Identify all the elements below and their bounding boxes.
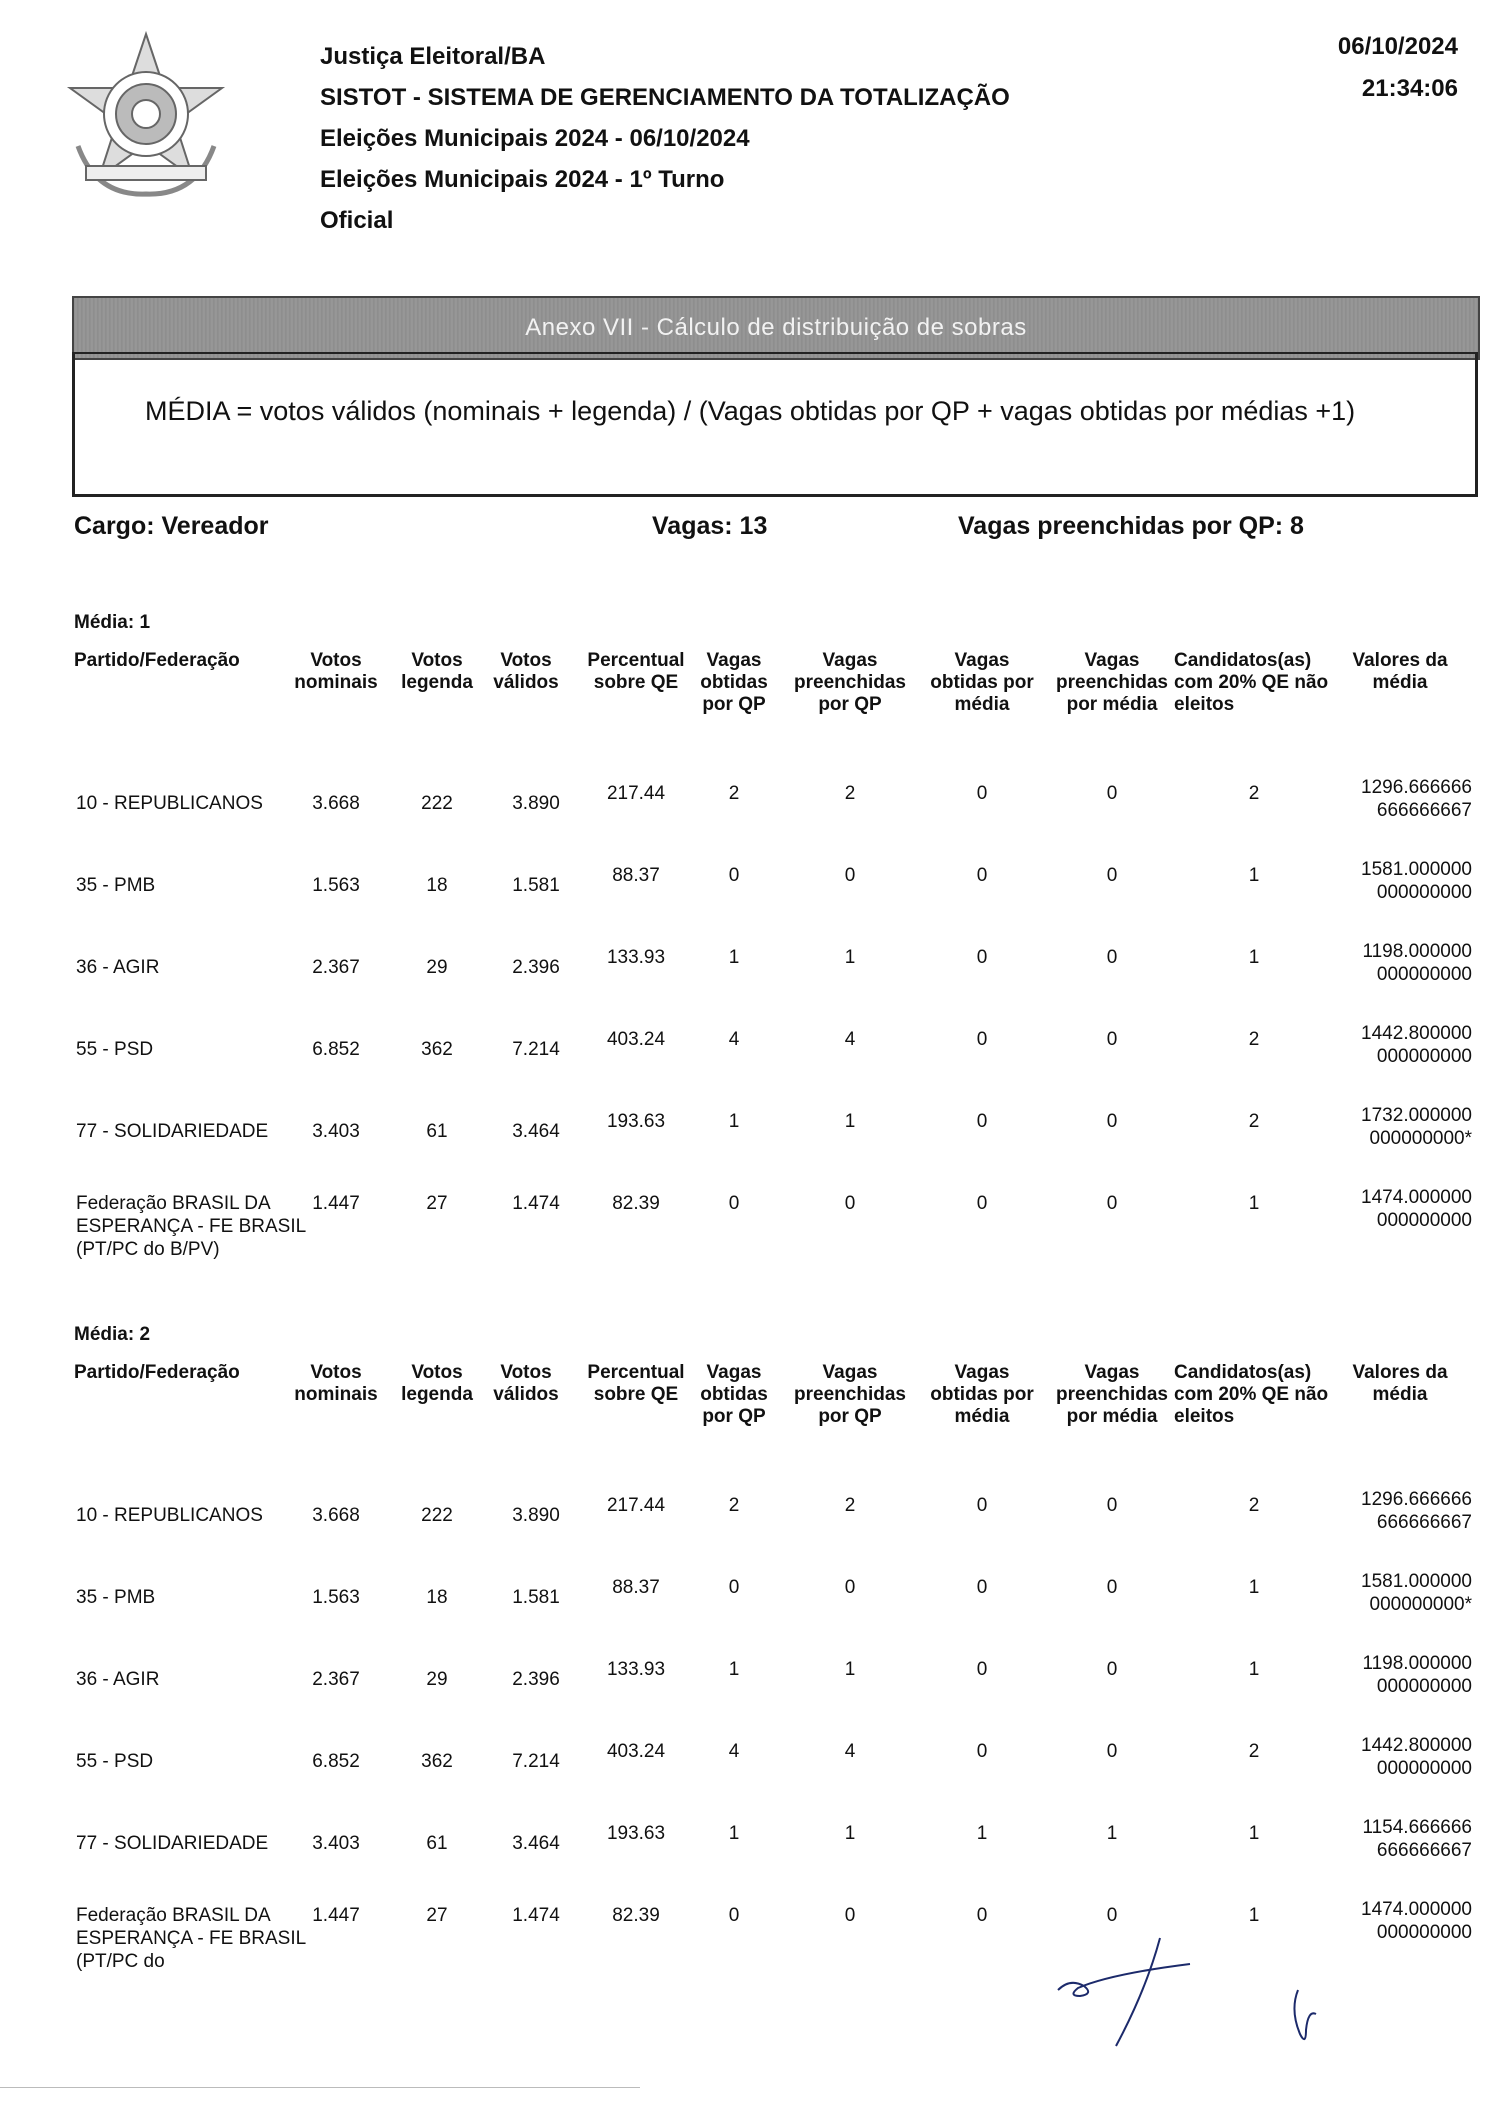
cell-obtidas-qp: 2	[728, 783, 740, 804]
cell-preenchidas-qp: 1	[844, 947, 856, 968]
cell-valor-media: 1198.000000 000000000	[1362, 941, 1472, 985]
cell-obtidas-media: 0	[976, 1193, 988, 1214]
header-election: Eleições Municipais 2024 - 06/10/2024	[320, 125, 750, 152]
cell-candidatos: 2	[1248, 1741, 1260, 1762]
party-name: 35 - PMB	[76, 875, 156, 896]
cell-obtidas-media: 0	[976, 1111, 988, 1132]
cell-preenchidas-media: 0	[1106, 865, 1118, 886]
party-name: 36 - AGIR	[76, 957, 160, 978]
cell-nominais: 6.852	[312, 1751, 360, 1772]
cell-preenchidas-media: 0	[1106, 1577, 1118, 1598]
cell-valor-media: 1198.000000 000000000	[1362, 1653, 1472, 1697]
cell-candidatos: 2	[1248, 1111, 1260, 1132]
cell-percentual: 193.63	[606, 1823, 666, 1844]
cell-legenda: 18	[426, 1587, 448, 1608]
cell-candidatos: 1	[1248, 1577, 1260, 1598]
cell-validos: 3.464	[512, 1833, 560, 1854]
cell-obtidas-qp: 4	[728, 1741, 740, 1762]
header-time: 21:34:06	[1361, 75, 1458, 102]
cell-legenda: 222	[421, 793, 453, 814]
cell-obtidas-qp: 1	[728, 1111, 740, 1132]
party-name: 77 - SOLIDARIEDADE	[76, 1833, 269, 1854]
cell-validos: 1.581	[512, 1587, 560, 1608]
cell-preenchidas-qp: 1	[844, 1111, 856, 1132]
header-date: 06/10/2024	[1337, 33, 1458, 60]
cell-obtidas-media: 0	[976, 865, 988, 886]
media-title: Média: 1	[74, 612, 151, 633]
cell-nominais: 3.668	[312, 793, 360, 814]
column-header-partido: Partido/Federação	[74, 650, 240, 671]
party-name: 35 - PMB	[76, 1587, 156, 1608]
cell-preenchidas-qp: 4	[844, 1029, 856, 1050]
column-header-preenchidas-qp: Vagas preenchidas por QP	[794, 1362, 906, 1427]
cell-legenda: 222	[421, 1505, 453, 1526]
cell-obtidas-media: 0	[976, 1577, 988, 1598]
summary-preenchidas: Vagas preenchidas por QP: 8	[958, 512, 1304, 540]
cell-obtidas-qp: 1	[728, 1659, 740, 1680]
party-name: 55 - PSD	[76, 1039, 154, 1060]
cell-preenchidas-media: 1	[1106, 1823, 1118, 1844]
cell-preenchidas-qp: 2	[844, 783, 856, 804]
cell-percentual: 82.39	[612, 1905, 660, 1926]
party-name: 55 - PSD	[76, 1751, 154, 1772]
party-name: 10 - REPUBLICANOS	[76, 793, 263, 814]
header-datetime	[1338, 26, 1458, 110]
cell-valor-media: 1296.666666 666666667	[1361, 777, 1472, 821]
cell-preenchidas-media: 0	[1106, 1905, 1118, 1926]
cell-preenchidas-qp: 1	[844, 1823, 856, 1844]
cell-obtidas-qp: 1	[728, 1823, 740, 1844]
header-org: Justiça Eleitoral/BA	[320, 43, 546, 70]
cell-nominais: 1.563	[312, 875, 360, 896]
cell-nominais: 3.403	[312, 1833, 360, 1854]
cell-obtidas-media: 0	[976, 1029, 988, 1050]
party-name: 36 - AGIR	[76, 1669, 160, 1690]
cell-valor-media: 1154.666666 666666667	[1362, 1817, 1472, 1861]
cell-nominais: 6.852	[312, 1039, 360, 1060]
cell-percentual: 82.39	[612, 1193, 660, 1214]
summary-vagas: Vagas: 13	[652, 512, 768, 540]
cell-obtidas-qp: 0	[728, 1905, 740, 1926]
cell-validos: 7.214	[512, 1039, 560, 1060]
column-header-votos-validos: Votos válidos	[493, 1362, 559, 1405]
cell-percentual: 133.93	[606, 1659, 666, 1680]
column-header-percentual: Percentual sobre QE	[587, 1362, 685, 1405]
formula-box	[72, 352, 1478, 497]
cell-legenda: 29	[426, 957, 448, 978]
cell-validos: 3.464	[512, 1121, 560, 1142]
cell-preenchidas-qp: 4	[844, 1741, 856, 1762]
cell-preenchidas-media: 0	[1106, 947, 1118, 968]
cell-preenchidas-media: 0	[1106, 783, 1118, 804]
cell-obtidas-qp: 4	[728, 1029, 740, 1050]
cell-percentual: 88.37	[612, 1577, 660, 1598]
cell-candidatos: 1	[1248, 1905, 1260, 1926]
cell-legenda: 362	[421, 1751, 453, 1772]
cell-candidatos: 2	[1248, 1495, 1260, 1516]
cell-validos: 1.581	[512, 875, 560, 896]
cell-preenchidas-media: 0	[1106, 1741, 1118, 1762]
column-header-votos-legenda: Votos legenda	[401, 1362, 473, 1405]
column-header-candidatos: Candidatos(as) com 20% QE não eleitos	[1174, 650, 1329, 715]
cell-nominais: 1.447	[312, 1193, 360, 1214]
cell-valor-media: 1474.000000 000000000	[1361, 1899, 1472, 1943]
column-header-obtidas-media: Vagas obtidas por média	[930, 650, 1034, 715]
cell-validos: 1.474	[512, 1193, 560, 1214]
header-round: Eleições Municipais 2024 - 1º Turno	[320, 166, 725, 193]
cell-percentual: 217.44	[606, 783, 666, 804]
cell-nominais: 1.563	[312, 1587, 360, 1608]
cell-candidatos: 1	[1248, 1659, 1260, 1680]
cell-preenchidas-media: 0	[1106, 1029, 1118, 1050]
column-header-votos-nominais: Votos nominais	[294, 650, 378, 693]
cell-preenchidas-media: 0	[1106, 1193, 1118, 1214]
cell-legenda: 27	[426, 1905, 448, 1926]
annex-title: Anexo VII - Cálculo de distribuição de sobras	[525, 314, 1027, 341]
column-header-obtidas-media: Vagas obtidas por média	[930, 1362, 1034, 1427]
cell-validos: 2.396	[512, 957, 560, 978]
cell-percentual: 88.37	[612, 865, 660, 886]
cell-validos: 3.890	[512, 793, 560, 814]
cell-legenda: 18	[426, 875, 448, 896]
column-header-candidatos: Candidatos(as) com 20% QE não eleitos	[1174, 1362, 1329, 1427]
formula-text: MÉDIA = votos válidos (nominais + legenda) / (Vagas obtidas por QP + vagas obtidas por médias +1)	[145, 396, 1356, 426]
cell-obtidas-qp: 0	[728, 865, 740, 886]
handwritten-signature	[1050, 1930, 1330, 2050]
document-header	[320, 36, 1010, 241]
party-name: Federação BRASIL DA ESPERANÇA - FE BRASIL (PT/PC do B/PV)	[76, 1193, 306, 1260]
party-name: Federação BRASIL DA ESPERANÇA - FE BRASIL (PT/PC do	[76, 1905, 306, 1972]
cell-percentual: 133.93	[606, 947, 666, 968]
cell-obtidas-qp: 1	[728, 947, 740, 968]
cell-preenchidas-qp: 1	[844, 1659, 856, 1680]
column-header-preenchidas-media: Vagas preenchidas por média	[1056, 1362, 1168, 1427]
cell-legenda: 27	[426, 1193, 448, 1214]
cell-obtidas-qp: 2	[728, 1495, 740, 1516]
cell-candidatos: 1	[1248, 947, 1260, 968]
cell-candidatos: 1	[1248, 1193, 1260, 1214]
cell-obtidas-qp: 0	[728, 1577, 740, 1598]
cell-obtidas-media: 0	[976, 783, 988, 804]
cell-legenda: 29	[426, 1669, 448, 1690]
column-header-obtidas-qp: Vagas obtidas por QP	[700, 1362, 768, 1427]
cell-nominais: 3.403	[312, 1121, 360, 1142]
cell-preenchidas-qp: 2	[844, 1495, 856, 1516]
column-header-partido: Partido/Federação	[74, 1362, 240, 1383]
footer-line	[0, 2087, 640, 2088]
cell-obtidas-media: 0	[976, 1905, 988, 1926]
column-header-preenchidas-qp: Vagas preenchidas por QP	[794, 650, 906, 715]
cell-nominais: 2.367	[312, 1669, 360, 1690]
header-system: SISTOT - SISTEMA DE GERENCIAMENTO DA TOTALIZAÇÃO	[320, 84, 1010, 111]
cell-validos: 2.396	[512, 1669, 560, 1690]
cell-nominais: 3.668	[312, 1505, 360, 1526]
cell-obtidas-media: 0	[976, 1495, 988, 1516]
cell-obtidas-media: 0	[976, 1741, 988, 1762]
cell-candidatos: 2	[1248, 1029, 1260, 1050]
cell-obtidas-qp: 0	[728, 1193, 740, 1214]
column-header-votos-legenda: Votos legenda	[401, 650, 473, 693]
cell-valor-media: 1442.800000 000000000	[1361, 1023, 1472, 1067]
column-header-obtidas-qp: Vagas obtidas por QP	[700, 650, 768, 715]
cell-valor-media: 1442.800000 000000000	[1361, 1735, 1472, 1779]
column-header-votos-validos: Votos válidos	[493, 650, 559, 693]
cell-valor-media: 1474.000000 000000000	[1361, 1187, 1472, 1231]
cell-preenchidas-qp: 0	[844, 1193, 856, 1214]
cell-percentual: 193.63	[606, 1111, 666, 1132]
column-header-percentual: Percentual sobre QE	[587, 650, 685, 693]
cell-valor-media: 1296.666666 666666667	[1361, 1489, 1472, 1533]
cell-valor-media: 1581.000000 000000000*	[1361, 1571, 1472, 1615]
cell-percentual: 403.24	[606, 1741, 666, 1762]
cell-nominais: 1.447	[312, 1905, 360, 1926]
cell-preenchidas-qp: 0	[844, 1577, 856, 1598]
column-header-valores: Valores da média	[1352, 1362, 1448, 1405]
column-header-valores: Valores da média	[1352, 650, 1448, 693]
cell-nominais: 2.367	[312, 957, 360, 978]
cell-preenchidas-media: 0	[1106, 1495, 1118, 1516]
media-title: Média: 2	[74, 1324, 151, 1345]
cell-candidatos: 1	[1248, 1823, 1260, 1844]
cell-validos: 7.214	[512, 1751, 560, 1772]
cell-legenda: 61	[426, 1833, 448, 1854]
cell-validos: 1.474	[512, 1905, 560, 1926]
cell-validos: 3.890	[512, 1505, 560, 1526]
party-name: 77 - SOLIDARIEDADE	[76, 1121, 269, 1142]
cell-valor-media: 1732.000000 000000000*	[1361, 1105, 1472, 1149]
cell-percentual: 403.24	[606, 1029, 666, 1050]
cell-obtidas-media: 1	[976, 1823, 988, 1844]
column-header-votos-nominais: Votos nominais	[294, 1362, 378, 1405]
cell-obtidas-media: 0	[976, 947, 988, 968]
header-status: Oficial	[320, 207, 394, 234]
cell-preenchidas-qp: 0	[844, 865, 856, 886]
cell-candidatos: 2	[1248, 783, 1260, 804]
party-name: 10 - REPUBLICANOS	[76, 1505, 263, 1526]
brazil-coat-of-arms-icon	[56, 26, 236, 206]
cell-valor-media: 1581.000000 000000000	[1361, 859, 1472, 903]
cell-preenchidas-qp: 0	[844, 1905, 856, 1926]
cell-preenchidas-media: 0	[1106, 1659, 1118, 1680]
column-header-preenchidas-media: Vagas preenchidas por média	[1056, 650, 1168, 715]
summary-cargo: Cargo: Vereador	[74, 512, 269, 540]
cell-percentual: 217.44	[606, 1495, 666, 1516]
cell-legenda: 362	[421, 1039, 453, 1060]
cell-candidatos: 1	[1248, 865, 1260, 886]
annex-title-bar	[72, 296, 1480, 360]
cell-preenchidas-media: 0	[1106, 1111, 1118, 1132]
cell-legenda: 61	[426, 1121, 448, 1142]
cell-obtidas-media: 0	[976, 1659, 988, 1680]
